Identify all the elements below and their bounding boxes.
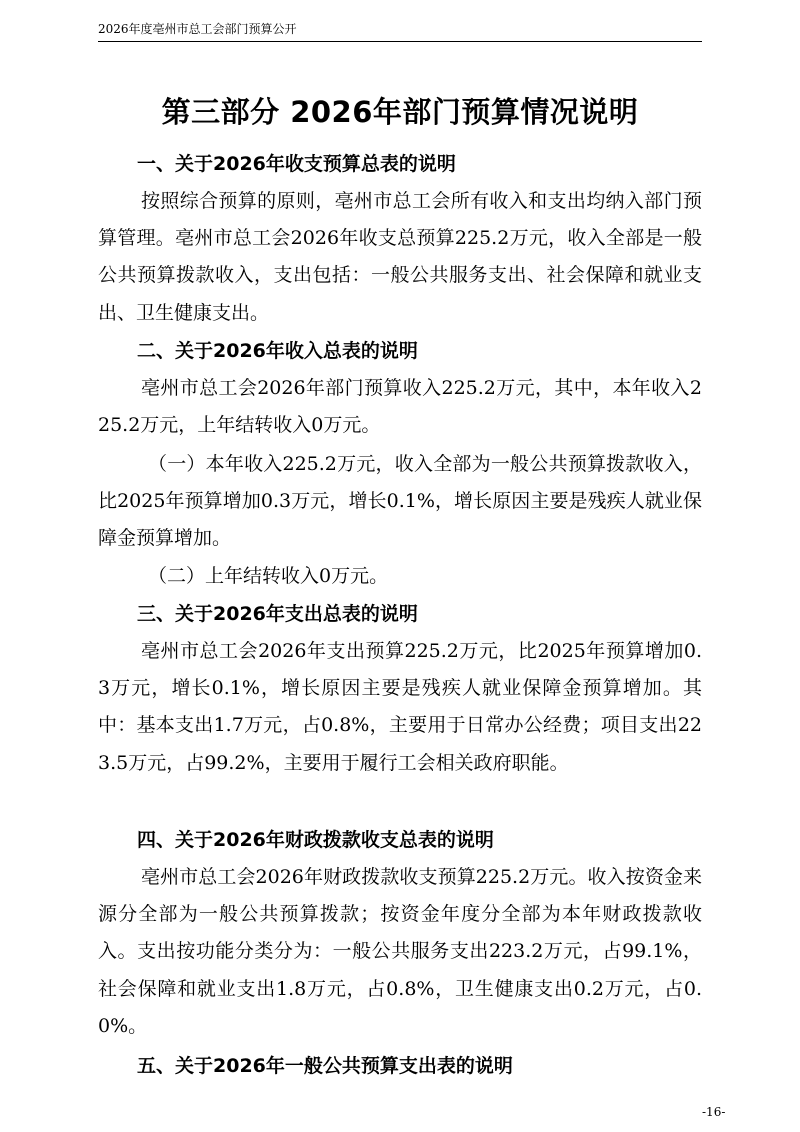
page-number: -16- [702,1105,726,1119]
section-heading-2: 二、关于2026年收入总表的说明 [137,340,418,362]
header-divider [98,41,702,42]
section-4-paragraph-1: 亳州市总工会2026年财政拨款收支预算225.2万元。收入按资金来源分全部为一般公共预算拨款；按资金年度分全部为本年财政拨款收入。支出按功能分类分为：一般公共服务支出223.2万元，占99.1%，社会保障和就业支出1.8万元，占0.8%，卫生健康支出0.2万元，占0.0%。 [98,866,702,1037]
section-heading-3: 三、关于2026年支出总表的说明 [137,603,418,625]
section-2-paragraph-3: （二）上年结转收入0万元。 [148,565,389,587]
section-heading-5: 五、关于2026年一般公共预算支出表的说明 [137,1055,513,1077]
section-heading-4: 四、关于2026年财政拨款收支总表的说明 [137,829,494,851]
section-2-paragraph-1: 亳州市总工会2026年部门预算收入225.2万元，其中，本年收入225.2万元，上年结转收入0万元。 [98,377,702,437]
section-1-paragraph-1: 按照综合预算的原则，亳州市总工会所有收入和支出均纳入部门预算管理。亳州市总工会2026年收支总预算225.2万元，收入全部是一般公共预算拨款收入，支出包括：一般公共服务支出、社会保障和就业支出、卫生健康支出。 [98,190,702,324]
section-heading-1: 一、关于2026年收支预算总表的说明 [137,153,456,175]
section-2-paragraph-2: （一）本年收入225.2万元，收入全部为一般公共预算拨款收入，比2025年预算增加0.3万元，增长0.1%，增长原因主要是残疾人就业保障金预算增加。 [98,453,702,550]
section-3-paragraph-1: 亳州市总工会2026年支出预算225.2万元，比2025年预算增加0.3万元，增长0.1%，增长原因主要是残疾人就业保障金预算增加。其中：基本支出1.7万元，占0.8%，主要用于日常办公经费；项目支出223.5万元，占99.2%，主要用于履行工会相关政府职能。 [98,640,702,774]
running-header: 2026年度亳州市总工会部门预算公开 [98,22,297,36]
page-title: 第三部分 2026年部门预算情况说明 [161,95,639,129]
